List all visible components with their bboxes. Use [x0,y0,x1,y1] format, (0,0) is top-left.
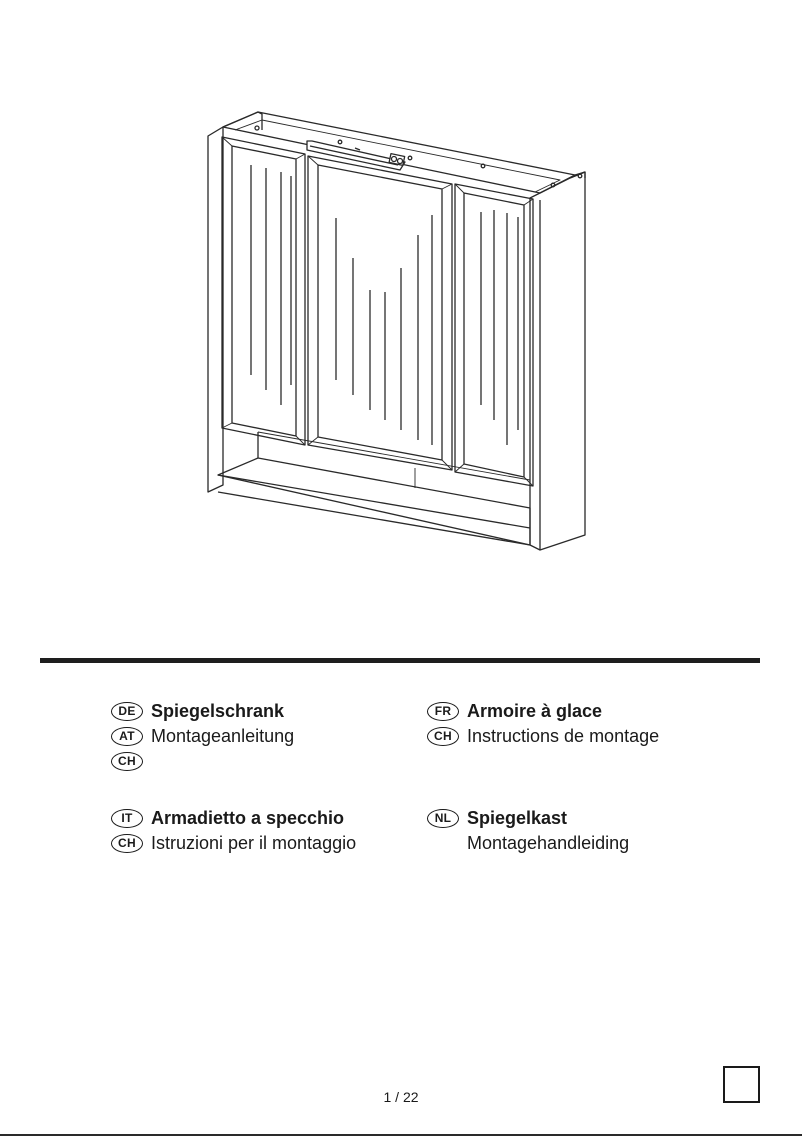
section-it [111,806,356,856]
section-de [111,699,294,774]
page-number: 1 / 22 [383,1089,419,1105]
language-badge: IT [111,809,143,828]
section-title: Armadietto a specchio [151,808,345,828]
center-door [308,156,452,470]
section-title: Armoire à glace [467,701,603,721]
language-badge: NL [427,809,459,828]
right-side-panel [530,172,585,550]
section-subtitle: Istruzioni per il montaggio [151,833,357,853]
section-fr [427,699,659,749]
section-subtitle: Montageanleitung [151,726,295,746]
language-badge: CH [111,834,143,853]
section-title: Spiegelschrank [151,701,285,721]
language-badge: CH [111,752,143,771]
language-badge: FR [427,702,459,721]
section-nl [427,806,629,856]
left-door [222,137,305,445]
left-side-panel [208,127,223,492]
language-badge: AT [111,727,143,746]
language-badge: DE [111,702,143,721]
section-title: Spiegelkast [467,808,568,828]
section-subtitle: Montagehandleiding [467,833,630,853]
language-badge: CH [427,727,459,746]
divider-rule [40,658,760,663]
corner-box [723,1066,760,1103]
section-subtitle: Instructions de montage [467,726,660,746]
